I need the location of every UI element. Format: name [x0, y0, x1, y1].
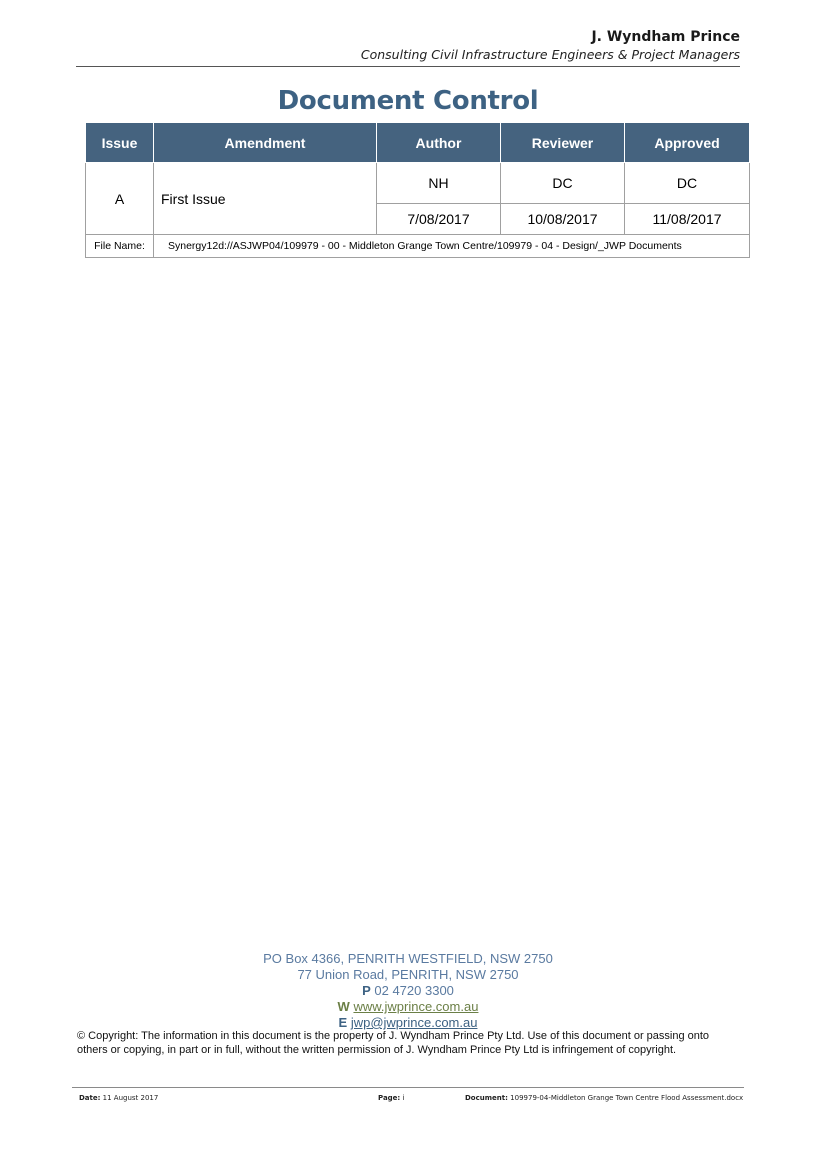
website-line [76, 999, 740, 1015]
reviewer-date-cell: 10/08/2017 [501, 204, 625, 235]
company-name: J. Wyndham Prince [591, 29, 740, 45]
footer-page-value: i [402, 1094, 405, 1102]
column-header-approved: Approved [625, 123, 750, 163]
table-row [86, 163, 750, 204]
footer-date-label: Date: [79, 1094, 101, 1102]
footer-document [465, 1094, 743, 1102]
approved-cell: DC [625, 163, 750, 204]
po-box-line: PO Box 4366, PENRITH WESTFIELD, NSW 2750 [263, 951, 553, 966]
issue-cell: A [86, 163, 154, 235]
file-path: Synergy12d://ASJWP04/109979 - 00 - Middleton Grange Town Centre/109979 - 04 - Design/_JWP Documents [154, 235, 750, 258]
company-tagline: Consulting Civil Infrastructure Engineers & Project Managers [360, 47, 740, 62]
author-cell: NH [377, 163, 501, 204]
footer-date-value: 11 August 2017 [102, 1094, 159, 1102]
footer-page [378, 1094, 404, 1102]
author-date-cell: 7/08/2017 [377, 204, 501, 235]
column-header-issue: Issue [86, 123, 154, 163]
approved-date-cell: 11/08/2017 [625, 204, 750, 235]
page-header [76, 28, 740, 64]
footer-document-value: 109979-04-Middleton Grange Town Centre Flood Assessment.docx [510, 1094, 744, 1102]
street-address-line: 77 Union Road, PENRITH, NSW 2750 [297, 967, 519, 982]
column-header-reviewer: Reviewer [501, 123, 625, 163]
document-control-table [85, 122, 750, 258]
phone-line [76, 983, 740, 999]
email-link[interactable]: jwp@jwprince.com.au [350, 1015, 478, 1030]
page-footer [79, 1094, 744, 1106]
column-header-author: Author [377, 123, 501, 163]
email-label: E [338, 1015, 348, 1030]
company-address-block [76, 951, 740, 1031]
footer-document-label: Document: [465, 1094, 508, 1102]
copyright-notice: © Copyright: The information in this document is the property of J. Wyndham Prince Pty Ltd. Use of this document or passing onto others or copying, in part or in full, without the written permission of J. Wyndham Prince Pty Ltd is infringement of copyright. [77, 1030, 710, 1056]
reviewer-cell: DC [501, 163, 625, 204]
footer-page-label: Page: [378, 1094, 401, 1102]
page-title: Document Control [277, 86, 539, 116]
website-link[interactable]: www.jwprince.com.au [353, 999, 479, 1014]
file-name-row [86, 235, 750, 258]
website-label: W [337, 999, 350, 1014]
phone-number: 02 4720 3300 [374, 983, 454, 998]
header-divider [76, 66, 740, 67]
footer-date [79, 1094, 158, 1102]
column-header-amendment: Amendment [154, 123, 377, 163]
phone-label: P [362, 983, 371, 998]
file-name-label: File Name: [86, 235, 154, 258]
footer-divider [72, 1087, 744, 1088]
email-line [76, 1015, 740, 1031]
table-header-row [86, 123, 750, 163]
amendment-cell: First Issue [154, 163, 377, 235]
